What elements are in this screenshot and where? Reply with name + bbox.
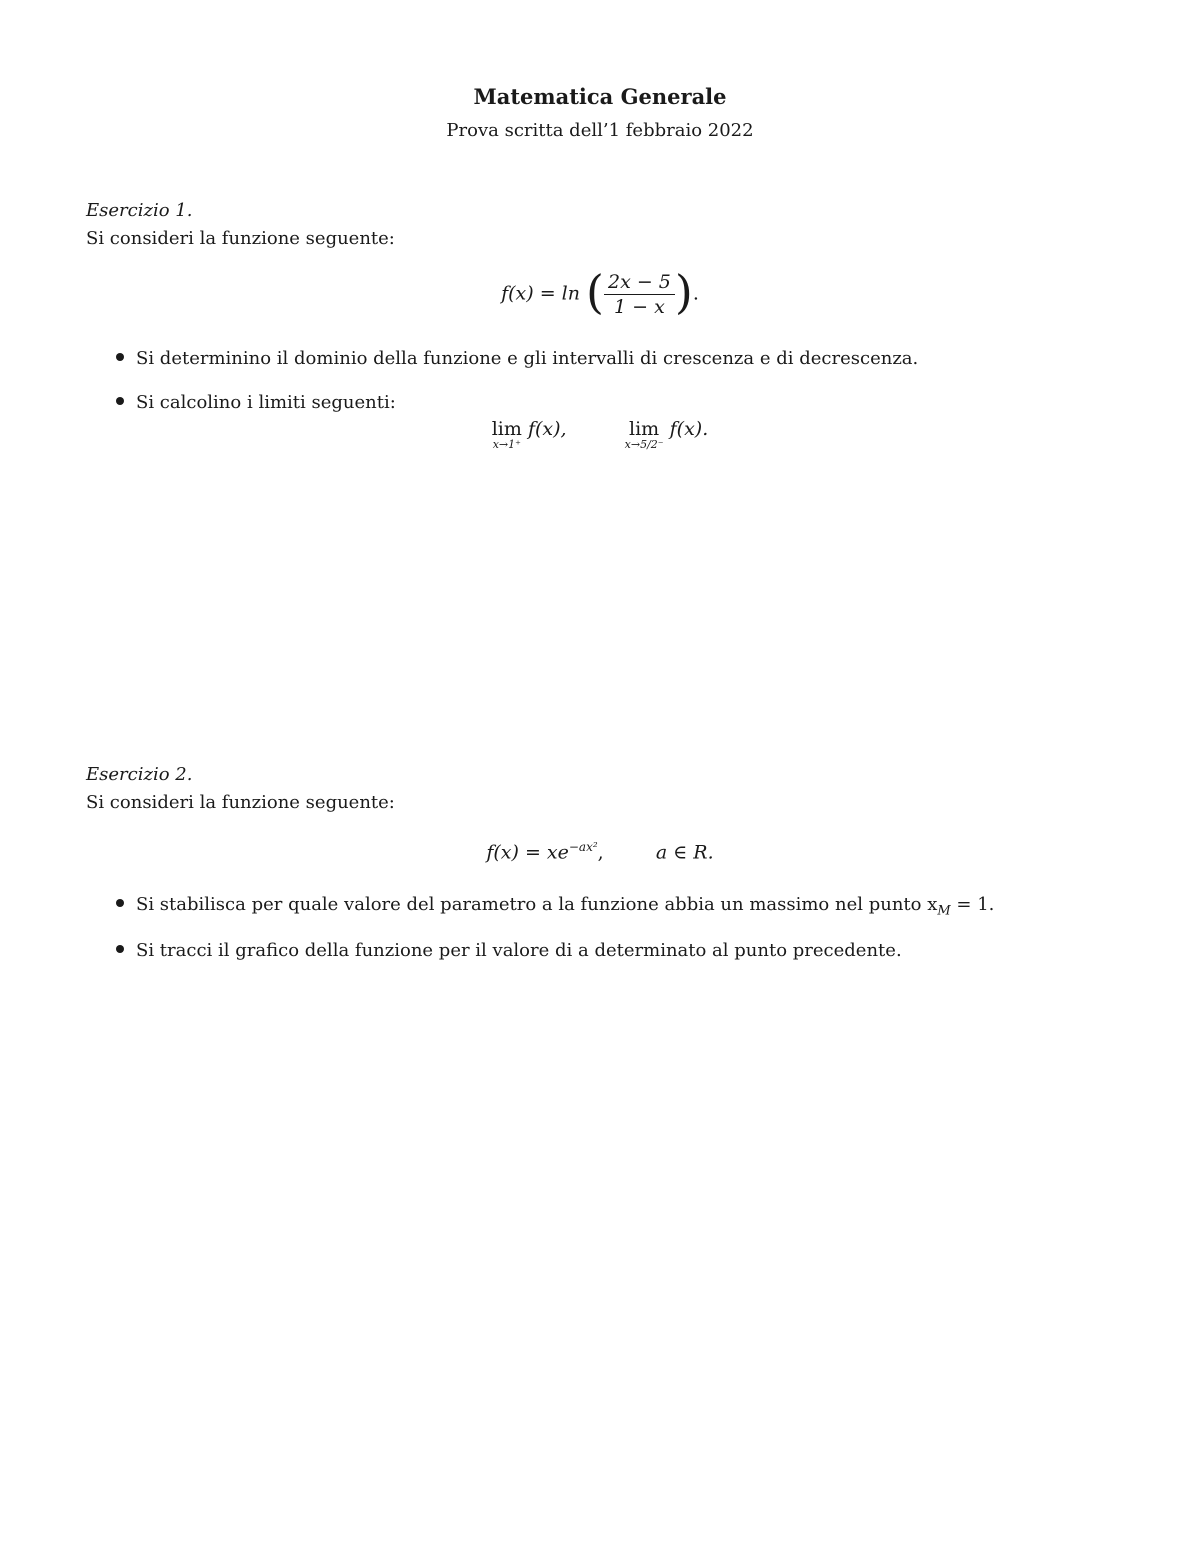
fraction-denominator: 1 − x xyxy=(614,296,665,318)
bullet-end: = 1. xyxy=(950,894,995,915)
fraction-numerator: 2x − 5 xyxy=(604,270,675,295)
bullet-text: Si calcolino i limiti seguenti: xyxy=(136,392,396,413)
formula-lhs: f(x) = ln xyxy=(501,282,580,305)
limit-1-subscript: x→1⁺ xyxy=(492,438,521,451)
bullet-icon xyxy=(116,397,124,405)
bullet-icon xyxy=(116,353,124,361)
exercise-2-heading: Esercizio 2. xyxy=(86,764,193,785)
bullet-subscript: M xyxy=(937,903,951,919)
document-subtitle: Prova scritta dell’1 febbraio 2022 xyxy=(446,120,754,141)
exercise-1-limits xyxy=(0,418,1200,451)
bullet-icon xyxy=(116,945,124,953)
limit-2-subscript: x→5/2⁻ xyxy=(624,438,664,451)
exercise-2-bullet-1 xyxy=(116,894,994,919)
exercise-1-bullet-1 xyxy=(116,348,918,369)
exercise-1-intro: Si consideri la funzione seguente: xyxy=(86,228,395,249)
exercise-1-heading: Esercizio 1. xyxy=(86,200,193,221)
limit-2-operator xyxy=(625,418,664,451)
lim-word: lim xyxy=(491,418,522,440)
formula-exponent: −ax² xyxy=(568,840,598,854)
formula-fraction xyxy=(604,270,675,319)
formula-parameter: a ∈ R. xyxy=(655,841,714,864)
exercise-2-bullet-2 xyxy=(116,940,902,961)
limit-1-expression: f(x), xyxy=(527,418,567,440)
exercise-2-intro: Si consideri la funzione seguente: xyxy=(86,792,395,813)
formula-end: . xyxy=(692,282,699,305)
bullet-text: Si tracci il grafico della funzione per il valore di a determinato al punto precedente. xyxy=(136,940,902,961)
formula-comma: , xyxy=(597,841,604,864)
exercise-1-formula xyxy=(0,264,1200,319)
bullet-icon xyxy=(116,899,124,907)
limit-1-operator xyxy=(492,418,522,451)
exercise-1-bullet-2 xyxy=(116,392,396,413)
exercise-2-formula xyxy=(0,840,1200,863)
bullet-text: Si determinino il dominio della funzione e gli intervalli di crescenza e di decrescenza. xyxy=(136,348,919,369)
lim-word: lim xyxy=(629,418,660,440)
bullet-text: Si stabilisca per quale valore del parametro a la funzione abbia un massimo nel punto x xyxy=(136,894,938,915)
limit-2-expression: f(x). xyxy=(669,418,709,440)
left-paren: ( xyxy=(586,264,604,319)
formula-lhs: f(x) = xe xyxy=(486,841,569,864)
document-title: Matematica Generale xyxy=(473,84,727,109)
right-paren: ) xyxy=(674,264,693,319)
